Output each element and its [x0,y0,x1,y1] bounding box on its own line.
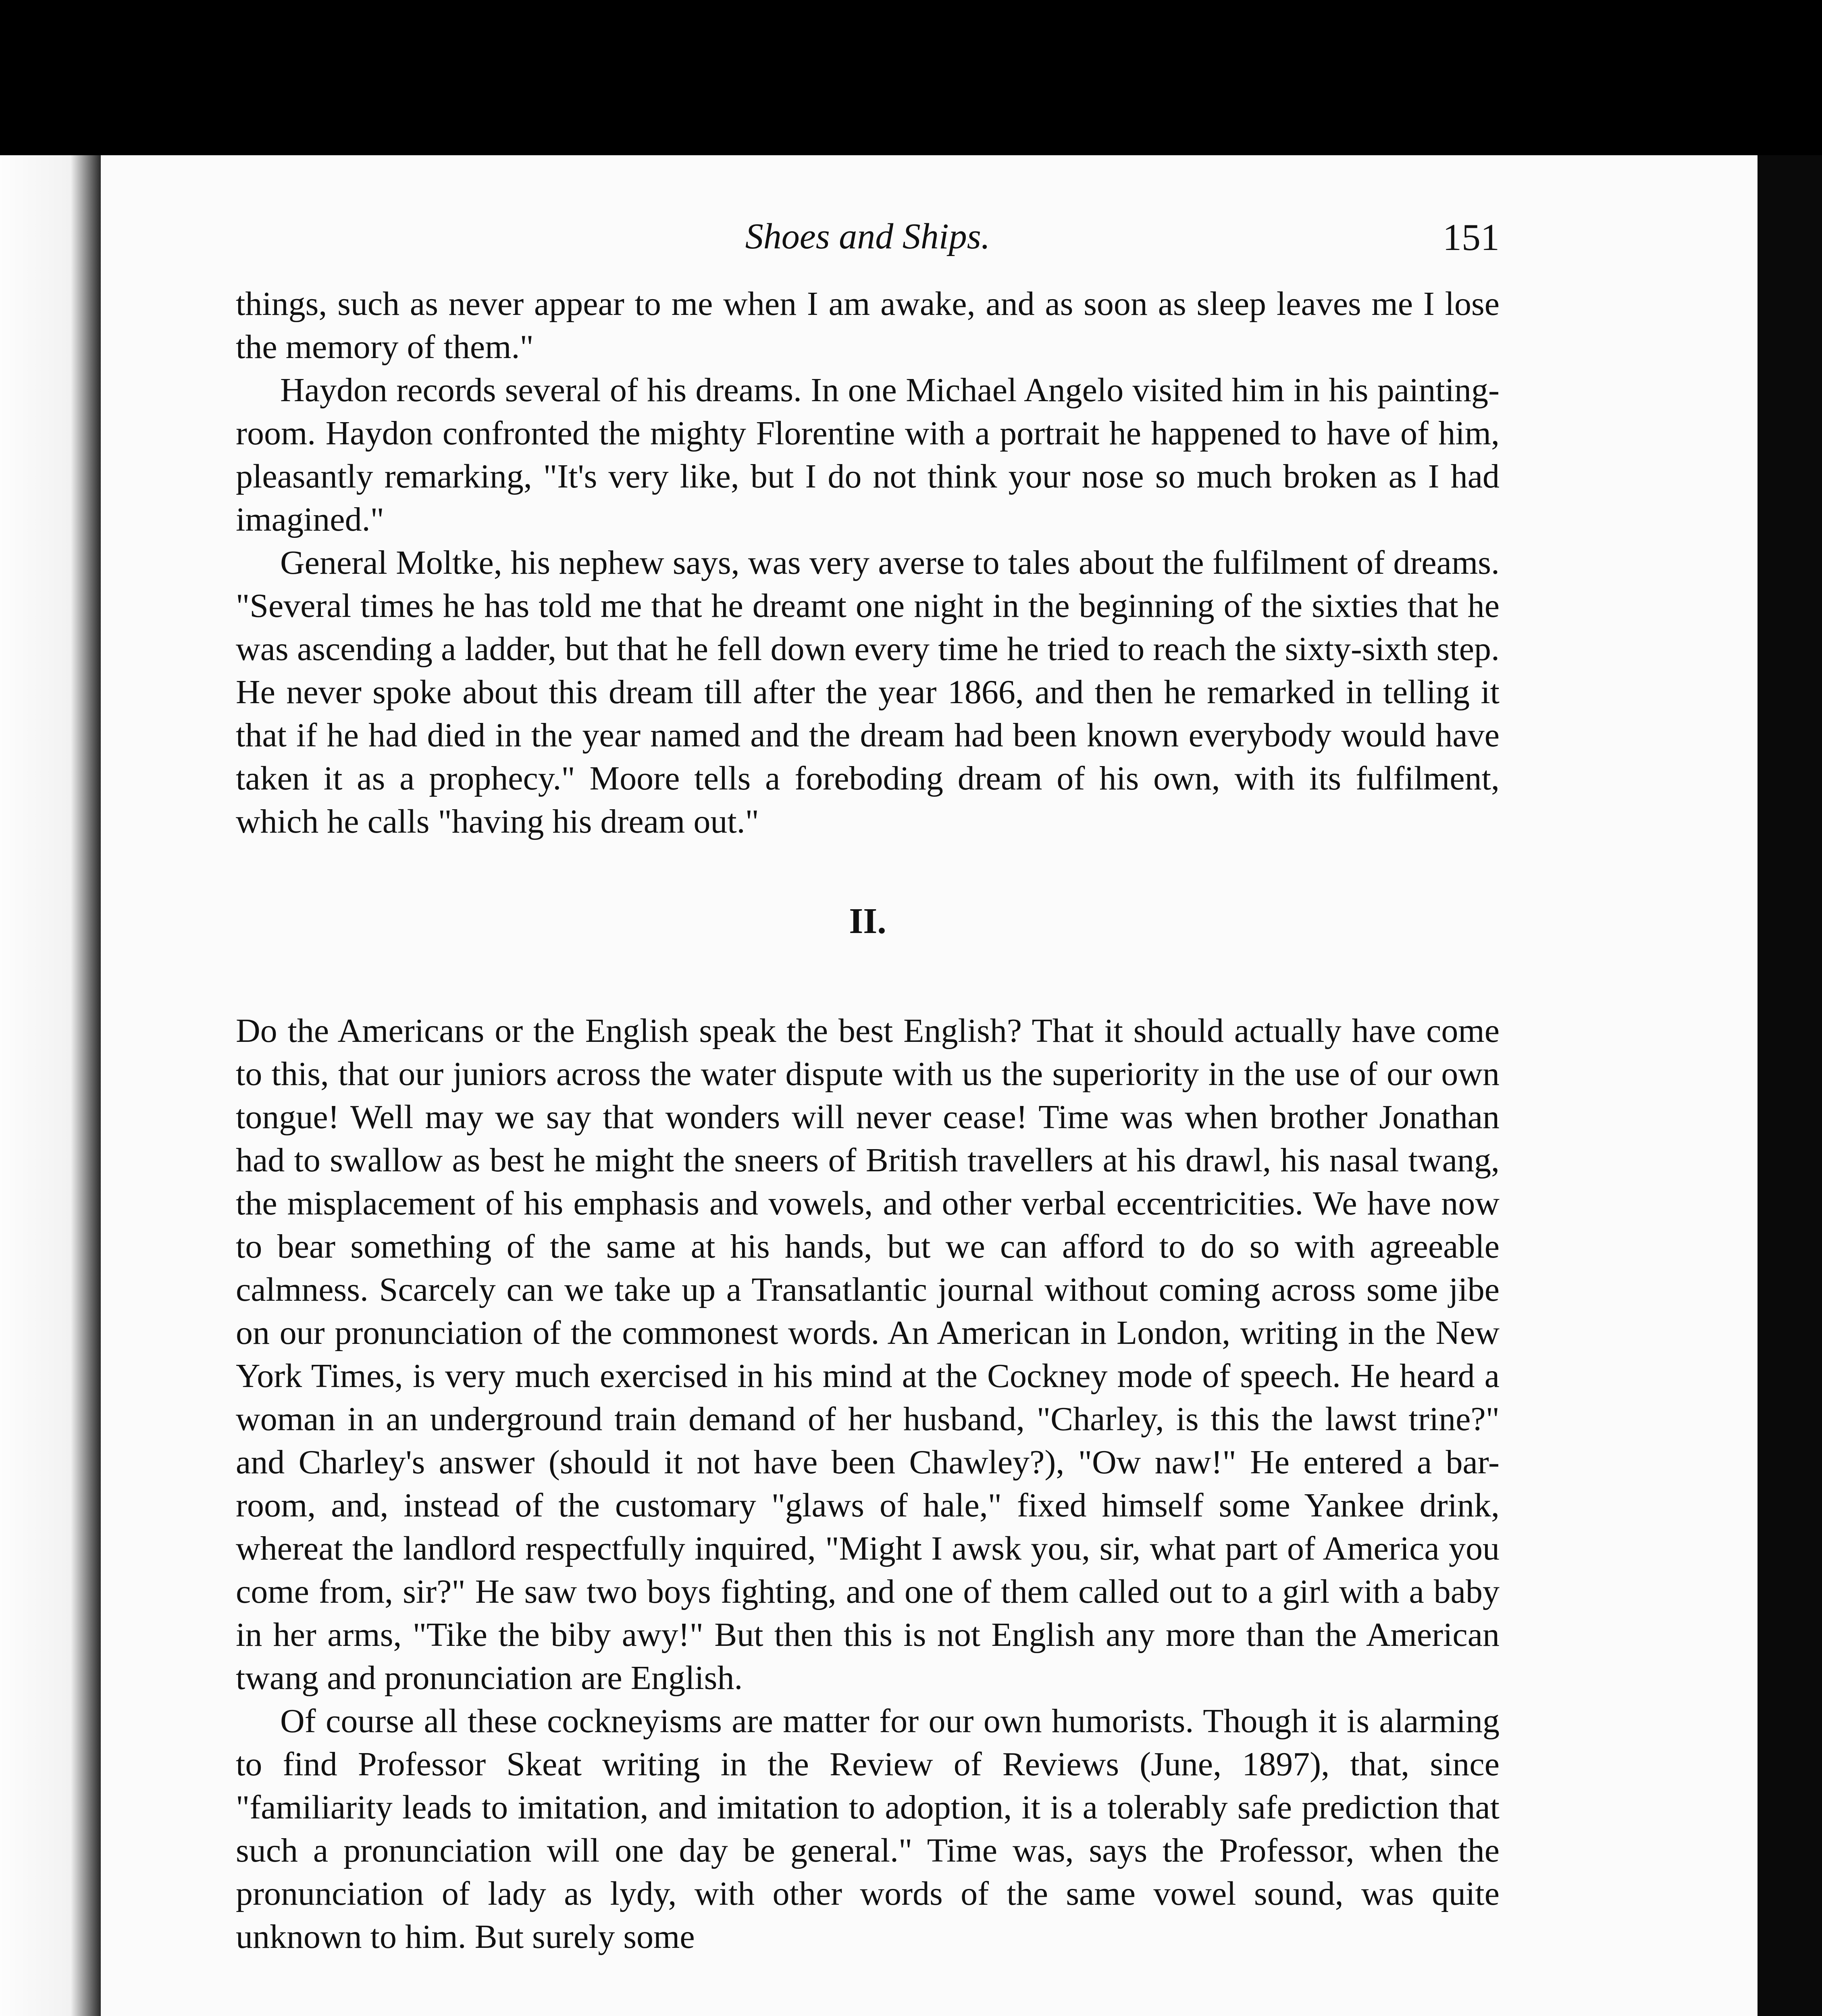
section-heading: II. [849,901,886,941]
paragraph: General Moltke, his nephew says, was very averse to tales about the fulfilment of dreams. "Several times he has told me that he dreamt one night in the beginning of the sixties that he was ascending a ladder, but that he fell down every time he tried to reach the sixty-sixth step. He never spoke about this dream till after the year 1866, and then he remarked in telling it that if he had died in the year named and the dream had been known everybody would have taken it as a prophecy." Moore tells a foreboding dream of his own, with its fulfilment, which he calls "having his dream out." [236,544,1500,840]
paragraph: Haydon records several of his dreams. In one Michael Angelo visited him in his painting-room. Haydon confronted the mighty Florentine with a portrait he happened to have of him, pleasantly remarking, "It's very like, but I do not think your nose so much broken as I had imagined." [236,371,1500,538]
paragraph: Of course all these cockneyisms are matter for our own humorists. Though it is alarming to find Professor Skeat writing in the Review of Reviews (June, 1897), that, since "familiarity leads to imitation, and imitation to adoption, it is a tolerably safe prediction that such a pronunciation will one day be general." Time was, says the Professor, when the pronunciation of lady as lydy, with other words of the same vowel sound, was quite unknown to him. But surely some [236,1702,1500,1956]
page-body [236,282,1500,1958]
page-left-edge [0,155,101,2016]
paragraph: Do the Americans or the English speak the best English? That it should actually have come to this, that our juniors across the water dispute with us the superiority in the use of our own tongue! Well may we say that wonders will never cease! Time was when brother Jonathan had to swallow as best he might the sneers of British travellers at his drawl, his nasal twang, the misplacement of his emphasis and vowels, and other verbal eccentricities. We have now to bear something of the same at his hands, but we can afford to do so with agreeable calmness. Scarcely can we take up a Transatlantic journal without coming across some jibe on our pronunciation of the commonest words. An American in London, writing in the New York Times, is very much exercised in his mind at the Cockney mode of speech. He heard a woman in an underground train demand of her husband, "Charley, is this the lawst trine?" and Charley's answer (should it not have been Chawley?), "Ow naw!" He entered a bar-room, and, instead of the customary "glaws of hale," fixed himself some Yankee drink, whereat the landlord respectfully inquired, "Might I awsk you, sir, what part of America you come from, sir?" He saw two boys fighting, and one of them called out to a girl with a baby in her arms, "Tike the biby awy!" But then this is not English any more than the American twang and pronunciation are English. [236,1012,1500,1697]
page-right-edge [1758,155,1822,2016]
page-header [236,216,1500,268]
page-number: 151 [1443,217,1500,258]
running-title: Shoes and Ships. [745,217,990,256]
paragraph: things, such as never appear to me when I am awake, and as soon as sleep leaves me I lose the memory of them." [236,285,1500,366]
